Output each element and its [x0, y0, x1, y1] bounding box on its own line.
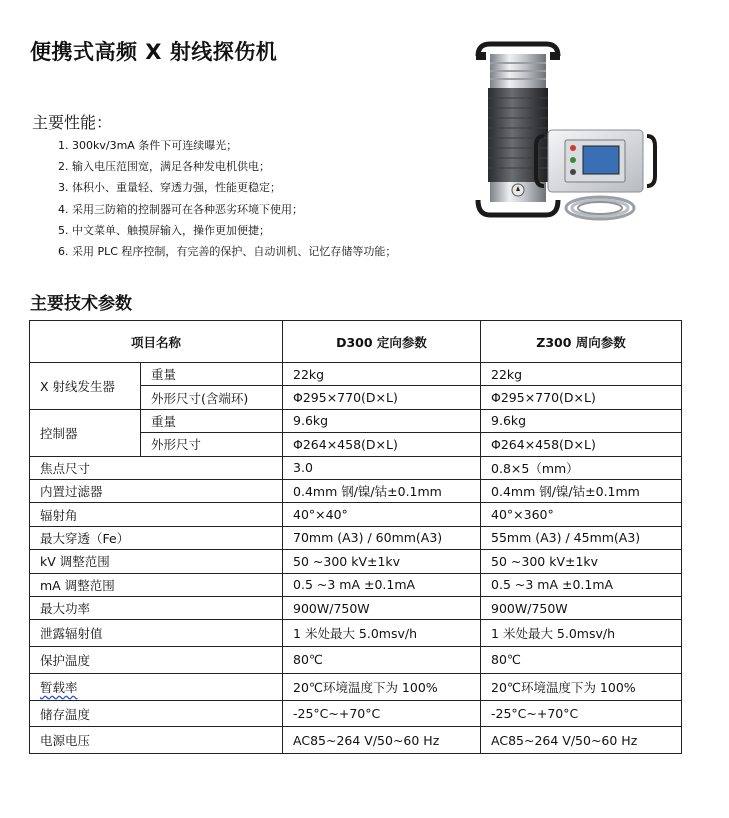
z300-value: 900W/750W — [481, 596, 682, 619]
row-name: 内置过滤器 — [30, 479, 283, 502]
d300-value: Φ264×458(D×L) — [283, 433, 481, 456]
table-row — [30, 479, 682, 502]
table-row — [30, 727, 682, 754]
d300-value: 50 ~300 kV±1kv — [283, 550, 481, 573]
d300-value: AC85~264 V/50~60 Hz — [283, 727, 481, 754]
d300-value: 9.6kg — [283, 409, 481, 432]
row-name: 最大功率 — [30, 596, 283, 619]
row-name: kV 调整范围 — [30, 550, 283, 573]
table-row — [30, 363, 682, 386]
table-row — [30, 647, 682, 674]
table-row — [30, 620, 682, 647]
d300-value: 0.4mm 钢/镍/钴±0.1mm — [283, 479, 481, 502]
page-title: 便携式高频 X 射线探伤机 — [30, 40, 278, 64]
row-name: mA 调整范围 — [30, 573, 283, 596]
z300-value: 20℃环境温度下为 100% — [481, 673, 682, 700]
row-name: 焦点尺寸 — [30, 456, 283, 479]
row-name: 保护温度 — [30, 647, 283, 674]
d300-value: 1 米处最大 5.0msv/h — [283, 620, 481, 647]
table-row — [30, 409, 682, 432]
z300-value: Φ295×770(D×L) — [481, 386, 682, 409]
group-name: X 射线发生器 — [30, 363, 141, 410]
table-row — [30, 700, 682, 727]
performance-heading: 主要性能： — [32, 113, 113, 132]
row-name: 泄露辐射值 — [30, 620, 283, 647]
z300-value: AC85~264 V/50~60 Hz — [481, 727, 682, 754]
d300-value: 3.0 — [283, 456, 481, 479]
d300-value: 80℃ — [283, 647, 481, 674]
list-item: 4. 采用三防箱的控制器可在各种恶劣环境下使用； — [58, 202, 303, 216]
z300-value: 40°×360° — [481, 503, 682, 526]
d300-value: 22kg — [283, 363, 481, 386]
sub-name: 外形尺寸(含端环) — [141, 386, 283, 409]
z300-value: 50 ~300 kV±1kv — [481, 550, 682, 573]
d300-value: 20℃环境温度下为 100% — [283, 673, 481, 700]
table-row — [30, 456, 682, 479]
z300-value: 0.8×5（mm） — [481, 456, 682, 479]
row-name: 电源电压 — [30, 727, 283, 754]
spec-heading: 主要技术参数 — [30, 294, 132, 314]
table-row — [30, 573, 682, 596]
z300-value: 0.4mm 钢/镍/钴±0.1mm — [481, 479, 682, 502]
list-item: 3. 体积小、重量轻、穿透力强，性能更稳定； — [58, 181, 281, 195]
row-name: 辐射角 — [30, 503, 283, 526]
list-item: 1. 300kv/3mA 条件下可连续曝光； — [58, 139, 238, 152]
sub-name: 重量 — [141, 363, 283, 386]
column-header: Z300 周向参数 — [481, 321, 682, 363]
list-item: 6. 采用 PLC 程序控制，有完善的保护、自动训机、记忆存储等功能； — [58, 244, 397, 258]
table-row — [30, 526, 682, 549]
row-name: 暂载率 — [30, 673, 283, 700]
performance-list — [58, 135, 396, 262]
d300-value: -25°C~+70°C — [283, 700, 481, 727]
d300-value: 40°×40° — [283, 503, 481, 526]
sub-name: 外形尺寸 — [141, 433, 283, 456]
d300-value: 0.5 ~3 mA ±0.1mA — [283, 573, 481, 596]
z300-value: 80℃ — [481, 647, 682, 674]
z300-value: 9.6kg — [481, 409, 682, 432]
table-row — [30, 550, 682, 573]
row-name: 最大穿透（Fe） — [30, 526, 283, 549]
list-item: 5. 中文菜单、触摸屏输入，操作更加便捷； — [58, 223, 270, 237]
xray-generator-illustration — [476, 44, 560, 215]
spec-table — [29, 320, 682, 754]
table-row — [30, 673, 682, 700]
d300-value: 900W/750W — [283, 596, 481, 619]
list-item: 2. 输入电压范围宽，满足各种发电机供电； — [58, 160, 270, 174]
z300-value: 55mm (A3) / 45mm(A3) — [481, 526, 682, 549]
table-header-row — [30, 321, 682, 363]
d300-value: 70mm (A3) / 60mm(A3) — [283, 526, 481, 549]
table-row — [30, 596, 682, 619]
z300-value: Φ264×458(D×L) — [481, 433, 682, 456]
z300-value: 22kg — [481, 363, 682, 386]
d300-value: Φ295×770(D×L) — [283, 386, 481, 409]
group-name: 控制器 — [30, 409, 141, 456]
row-name: 储存温度 — [30, 700, 283, 727]
product-image — [470, 40, 685, 225]
z300-value: -25°C~+70°C — [481, 700, 682, 727]
z300-value: 1 米处最大 5.0msv/h — [481, 620, 682, 647]
column-header: D300 定向参数 — [283, 321, 481, 363]
z300-value: 0.5 ~3 mA ±0.1mA — [481, 573, 682, 596]
sub-name: 重量 — [141, 409, 283, 432]
column-header: 项目名称 — [30, 321, 283, 363]
table-row — [30, 503, 682, 526]
controller-illustration — [536, 130, 655, 219]
